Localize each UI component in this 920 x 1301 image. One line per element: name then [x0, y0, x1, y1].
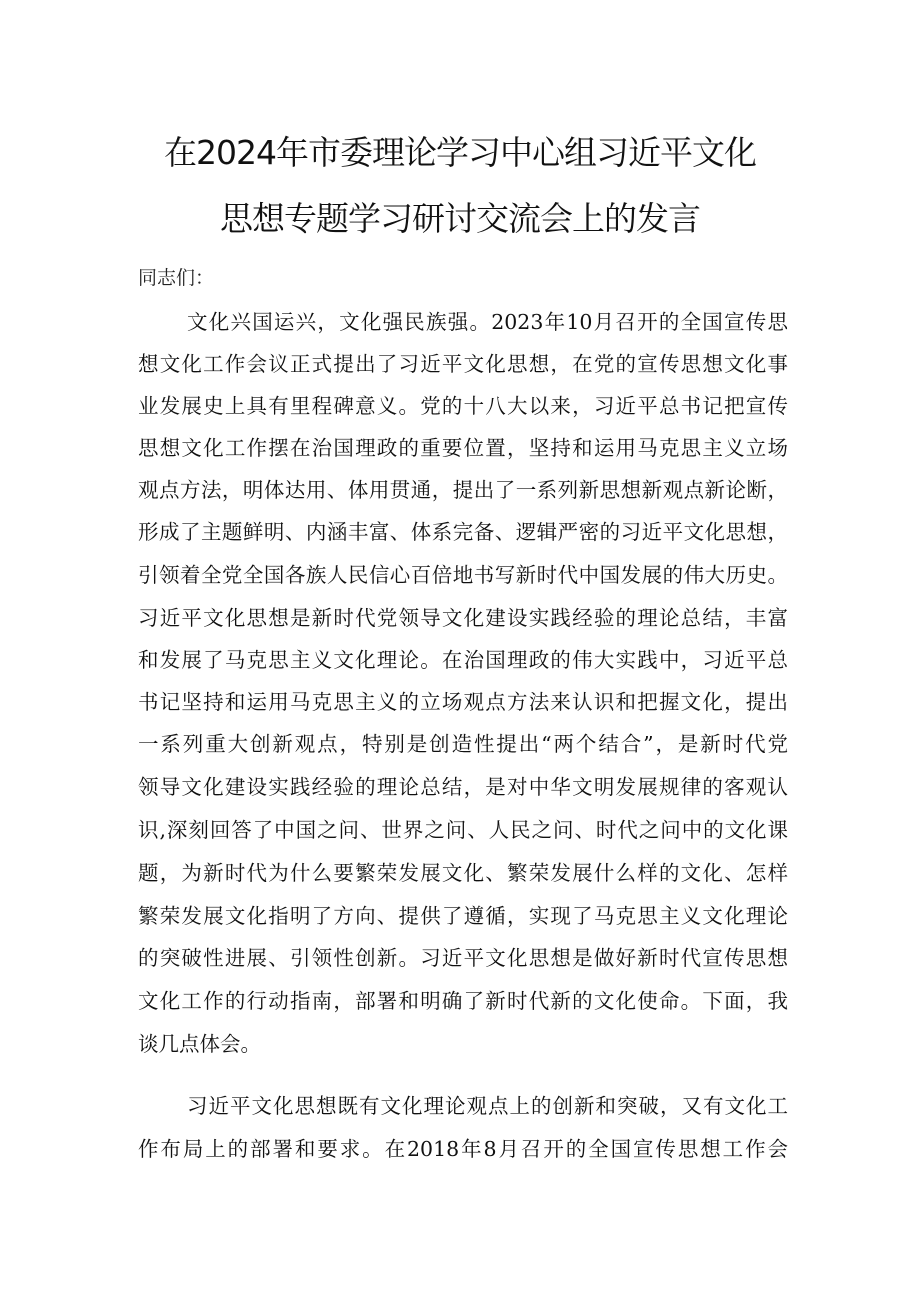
paragraph-line: 繁荣发展文化指明了方向、提供了遵循，实现了马克思主义文化理论 — [138, 904, 788, 928]
paragraph-line: 文化工作的行动指南，部署和明确了新时代新的文化使命。下面，我 — [138, 989, 788, 1013]
paragraph-line: 文化兴国运兴，文化强民族强。2023年10月召开的全国宣传思 — [187, 310, 788, 334]
paragraph-line: 业发展史上具有里程碑意义。党的十八大以来，习近平总书记把宣传 — [138, 394, 788, 418]
paragraph-line: 观点方法，明体达用、体用贯通，提出了一系列新思想新观点新论断， — [138, 478, 788, 502]
salutation: 同志们： — [138, 267, 215, 289]
paragraph-line: 思想文化工作摆在治国理政的重要位置，坚持和运用马克思主义立场 — [138, 436, 788, 460]
document-title-line-1: 在2024年市委理论学习中心组习近平文化 — [164, 133, 756, 172]
paragraph-line: 和发展了马克思主义文化理论。在治国理政的伟大实践中，习近平总 — [138, 648, 788, 672]
paragraph-line: 习近平文化思想既有文化理论观点上的创新和突破，又有文化工 — [187, 1094, 788, 1118]
paragraph-line: 作布局上的部署和要求。在2018年8月召开的全国宣传思想工作会 — [138, 1137, 788, 1161]
paragraph-line: 谈几点体会。 — [138, 1032, 261, 1056]
paragraph-line: 想文化工作会议正式提出了习近平文化思想，在党的宣传思想文化事 — [138, 352, 788, 376]
paragraph-line: 的突破性进展、引领性创新。习近平文化思想是做好新时代宣传思想 — [138, 946, 788, 970]
paragraph-line: 书记坚持和运用马克思主义的立场观点方法来认识和把握文化，提出 — [138, 690, 788, 714]
paragraph-line: 题，为新时代为什么要繁荣发展文化、繁荣发展什么样的文化、怎样 — [138, 861, 788, 885]
document-title-line-2: 思想专题学习研讨交流会上的发言 — [220, 199, 700, 238]
paragraph-line: 识,深刻回答了中国之问、世界之问、人民之问、时代之问中的文化课 — [138, 818, 788, 842]
paragraph-line: 习近平文化思想是新时代党领导文化建设实践经验的理论总结，丰富 — [138, 606, 788, 630]
paragraph-line: 形成了主题鲜明、内涵丰富、体系完备、逻辑严密的习近平文化思想， — [138, 520, 788, 544]
paragraph-line: 引领着全党全国各族人民信心百倍地书写新时代中国发展的伟大历史。 — [138, 563, 788, 587]
paragraph-line: 领导文化建设实践经验的理论总结，是对中华文明发展规律的客观认 — [138, 775, 788, 799]
paragraph-line: 一系列重大创新观点，特别是创造性提出“两个结合”，是新时代党 — [138, 732, 788, 756]
